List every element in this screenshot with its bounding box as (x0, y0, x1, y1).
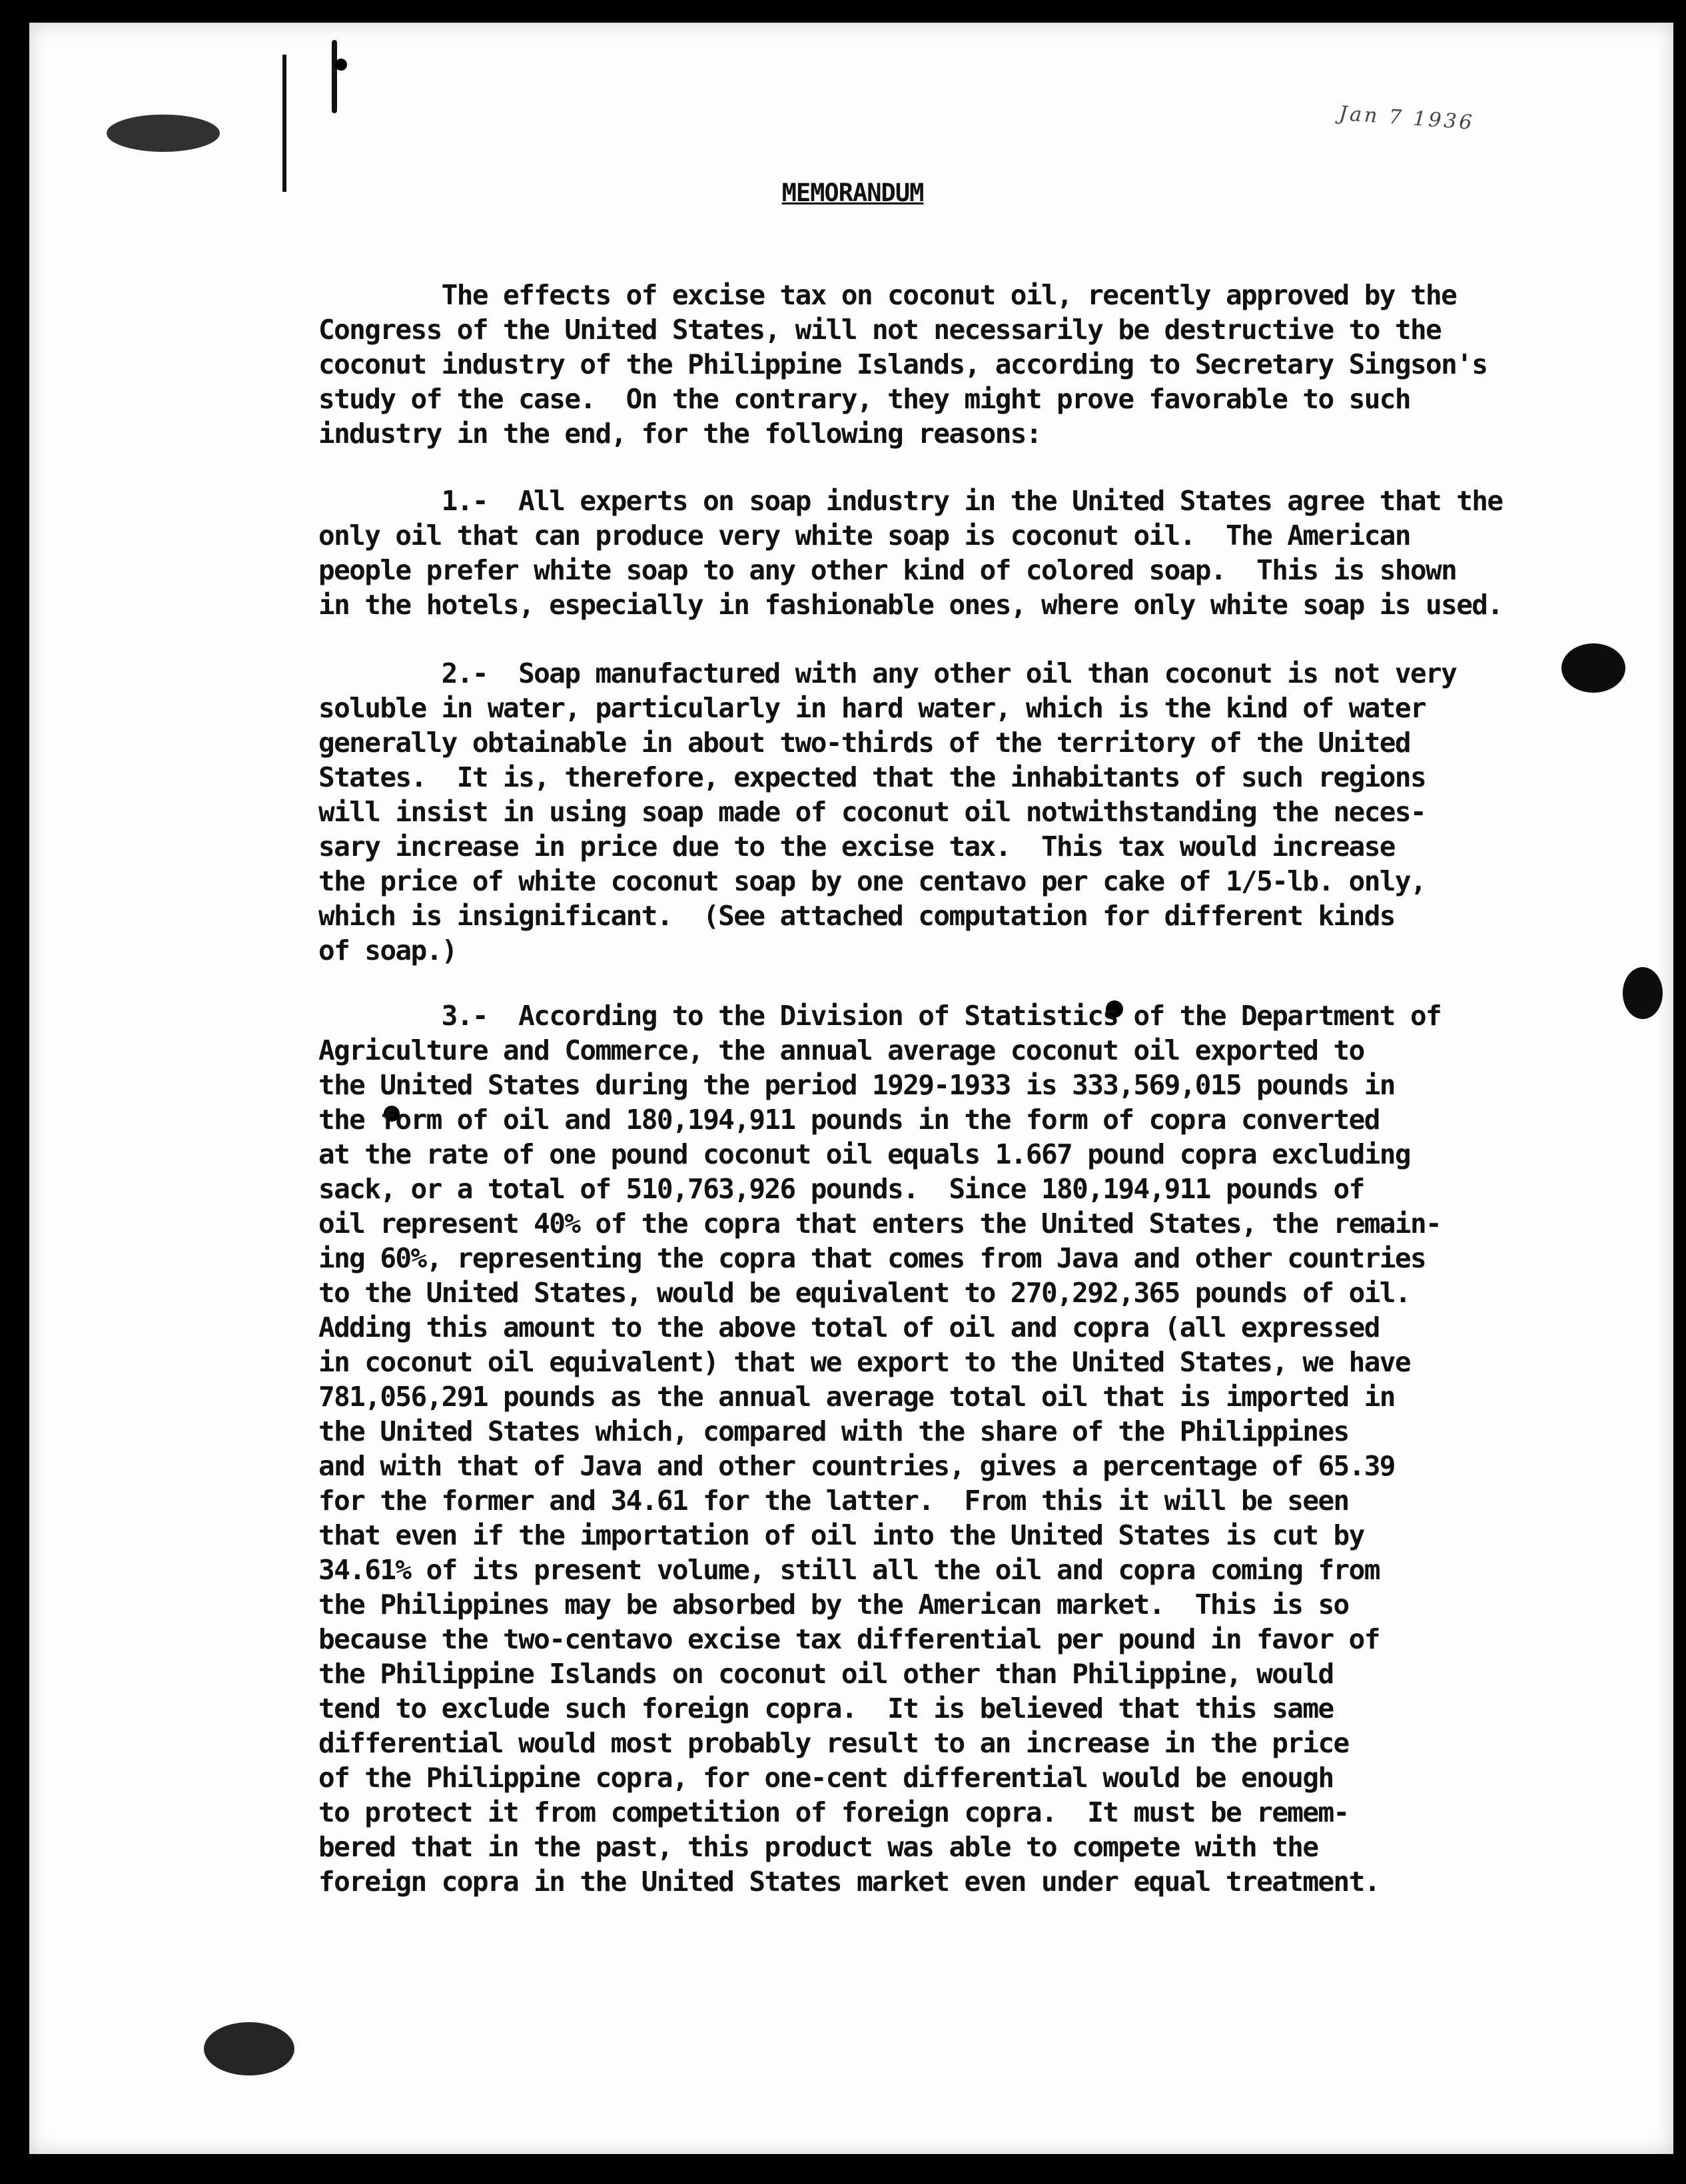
handwritten-date: Jan 7 1936 (1338, 101, 1475, 135)
margin-streak (282, 55, 286, 192)
reason-3-paragraph: 3.- According to the Division of Statistics of the Department of Agriculture and Commerce, the annual average coconut oil exported to the United States during the period 1929-1933 is 333,569,015 pounds in the form of oil and 180,194,911 pounds in the form of copra converted at the rate of one pound coconut oil equals 1.667 pound copra excluding sack, or a total of 510,763,926 pounds. Since 180,194,911 pounds of oil represent 40% of the copra that enters the United States, the remain- ing 60%, representing the copra that comes from Java and other countries to the United States, would be equivalent to 270,292,365 pounds of oil. Adding this amount to the above total of oil and copra (all expressed in coconut oil equivalent) that we export to the United States, we have 781,056,291 pounds as the annual average total oil that is imported in the United States which, compared with the share of the Philippines and with that of Java and other countries, gives a percentage of 65.39 for the former and 34.61 for the latter. From this it will be seen that even if the importation of oil into the United States is cut by 34.61% of its present volume, still all the oil and copra coming from the Philippines may be absorbed by the American market. This is so because the two-centavo excise tax differential per pound in favor of the Philippine Islands on coconut oil other than Philippine, would tend to exclude such foreign copra. It is believed that this same differential would most probably result to an increase in the price of the Philippine copra, for one-cent differential would be enough to protect it from competition of foreign copra. It must be remem- bered that in the past, this product was able to compete with the foreign copra in the United States market even under equal treatment. (318, 1000, 1442, 1898)
ink-blot (1623, 967, 1663, 1019)
intro-paragraph: The effects of excise tax on coconut oil, recently approved by the Congress of the United States, will not necessarily be destructive to the coconut industry of the Philippine Islands, according to Secretary Singson's study of the case. On the contrary, they might prove favorable to such industry in the end, for the following reasons: (318, 279, 1487, 450)
punch-hole (335, 59, 347, 71)
margin-streak (332, 40, 337, 113)
reason-1-paragraph: 1.- All experts on soap industry in the United States agree that the only oil that can produce very white soap is coconut oil. The American people prefer white soap to any other kind of colored soap. This is shown in the hotels, especially in fashionable ones, where only white soap is used. (318, 485, 1503, 621)
ink-blot (204, 2022, 294, 2075)
ink-blot (107, 115, 220, 152)
page-title: MEMORANDUM (781, 179, 924, 207)
reason-2-paragraph: 2.- Soap manufactured with any other oil than coconut is not very soluble in water, particularly in hard water, which is the kind of water generally obtainable in about two-thirds of the territory of the United States. It is, therefore, expected that the inhabitants of such regions will insist in using soap made of coconut oil notwithstanding the neces- sary increase in price due to the excise tax. This tax would increase the price of white coconut soap by one centavo per cake of 1/5-lb. only, which is insignificant. (See attached computation for different kinds of soap.) (318, 657, 1457, 966)
scan-border (0, 0, 29, 2184)
